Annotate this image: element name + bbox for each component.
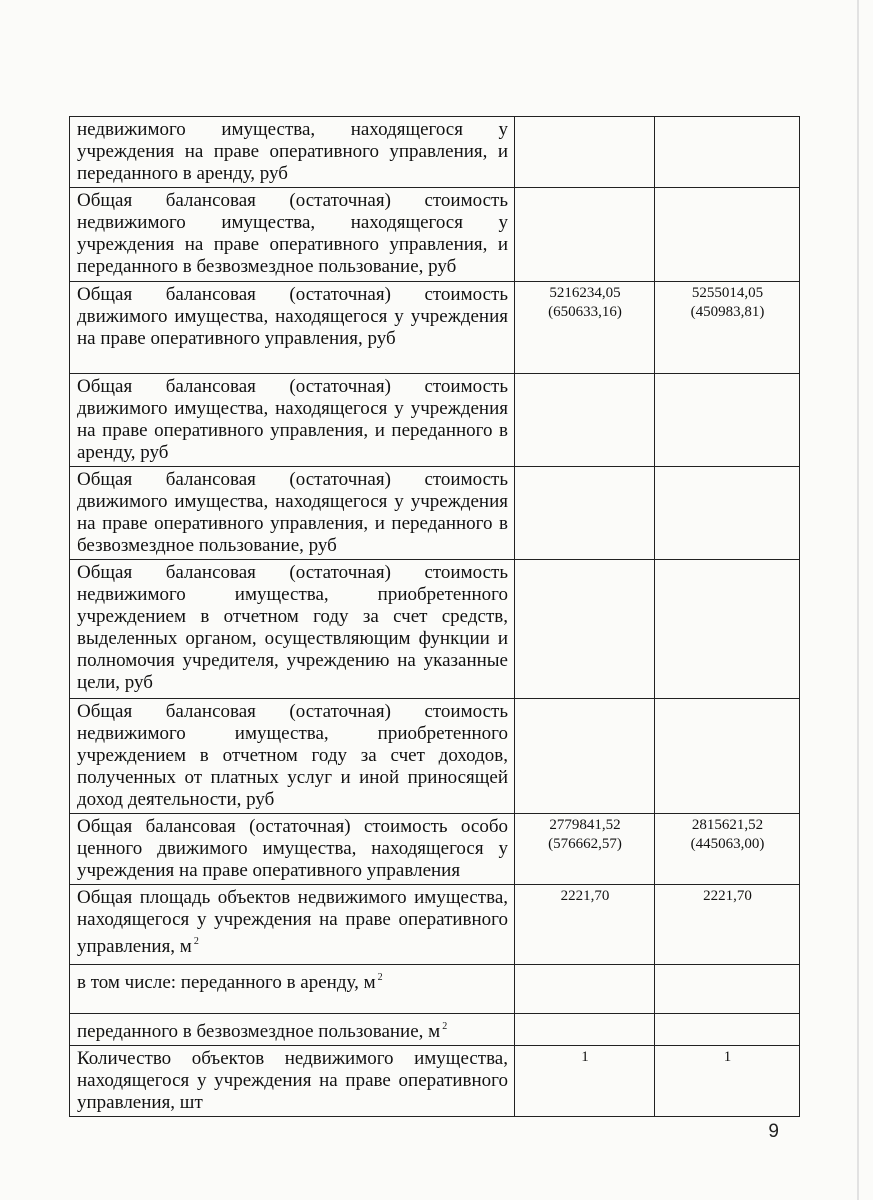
value-previous-year [515,374,655,467]
row-label: Общая балансовая (остаточная) стоимость движимого имущества, находящегося у учреждения на праве оперативного управления, руб [70,282,515,374]
value-reporting-year: 1 [655,1046,800,1117]
row-label: Общая балансовая (остаточная) стоимость недвижимого имущества, находящегося у учреждения на праве оперативного управления, и переданного в безвозмездное пользование, руб [70,188,515,282]
table-row [70,467,800,560]
value-reporting-year [655,1014,800,1046]
row-label: Общая балансовая (остаточная) стоимость движимого имущества, находящегося у учреждения на праве оперативного управления, и переданного в аренду, руб [70,374,515,467]
table-row [70,814,800,885]
value-previous-year [515,117,655,188]
value-reporting-year: 2815621,52 (445063,00) [655,814,800,885]
property-report-table [69,116,800,1117]
table-row [70,965,800,1014]
value-reporting-year [655,117,800,188]
table-row [70,885,800,965]
value-previous-year [515,699,655,814]
value-reporting-year: 5255014,05 (450983,81) [655,282,800,374]
table-row [70,560,800,699]
value-previous-year: 2221,70 [515,885,655,965]
value-reporting-year: 2221,70 [655,885,800,965]
row-label: Общая балансовая (остаточная) стоимость недвижимого имущества, приобретенного учреждением в отчетном году за счет средств, выделенных органом, осуществляющим функции и полномочия учредителя, учреждению на указанные цели, руб [70,560,515,699]
table-row [70,699,800,814]
table-row [70,1046,800,1117]
value-previous-year: 1 [515,1046,655,1117]
page-edge [857,0,859,1200]
row-label: переданного в безвозмездное пользование, м $^2$ [70,1014,515,1046]
value-previous-year [515,188,655,282]
table-row [70,117,800,188]
value-reporting-year [655,699,800,814]
row-label: Количество объектов недвижимого имущества, находящегося у учреждения на праве оперативного управления, шт [70,1046,515,1117]
value-previous-year [515,560,655,699]
row-label: Общая площадь объектов недвижимого имущества, находящегося у учреждения на праве оперативного управления, м $^2$ [70,885,515,965]
row-label: в том числе: переданного в аренду, м $^2$ [70,965,515,1014]
table-row [70,282,800,374]
value-reporting-year [655,467,800,560]
value-reporting-year [655,374,800,467]
page-number: 9 [768,1121,779,1142]
unit-superscript: 2 [442,1021,448,1032]
row-label: Общая балансовая (остаточная) стоимость недвижимого имущества, приобретенного учреждением в отчетном году за счет доходов, полученных от платных услуг и иной приносящей доход деятельности, руб [70,699,515,814]
row-label: Общая балансовая (остаточная) стоимость движимого имущества, находящегося у учреждения на праве оперативного управления, и переданного в безвозмездное пользование, руб [70,467,515,560]
unit-superscript: 2 [193,936,199,947]
value-previous-year [515,1014,655,1046]
value-previous-year [515,467,655,560]
unit-superscript: 2 [377,972,383,983]
table-row [70,1014,800,1046]
table-row [70,188,800,282]
row-label: недвижимого имущества, находящегося у учреждения на праве оперативного управления, и переданного в аренду, руб [70,117,515,188]
value-reporting-year [655,560,800,699]
value-previous-year [515,965,655,1014]
table-row [70,374,800,467]
row-label: Общая балансовая (остаточная) стоимость особо ценного движимого имущества, находящегося у учреждения на праве оперативного управления [70,814,515,885]
value-previous-year: 2779841,52 (576662,57) [515,814,655,885]
value-previous-year: 5216234,05 (650633,16) [515,282,655,374]
value-reporting-year [655,965,800,1014]
value-reporting-year [655,188,800,282]
